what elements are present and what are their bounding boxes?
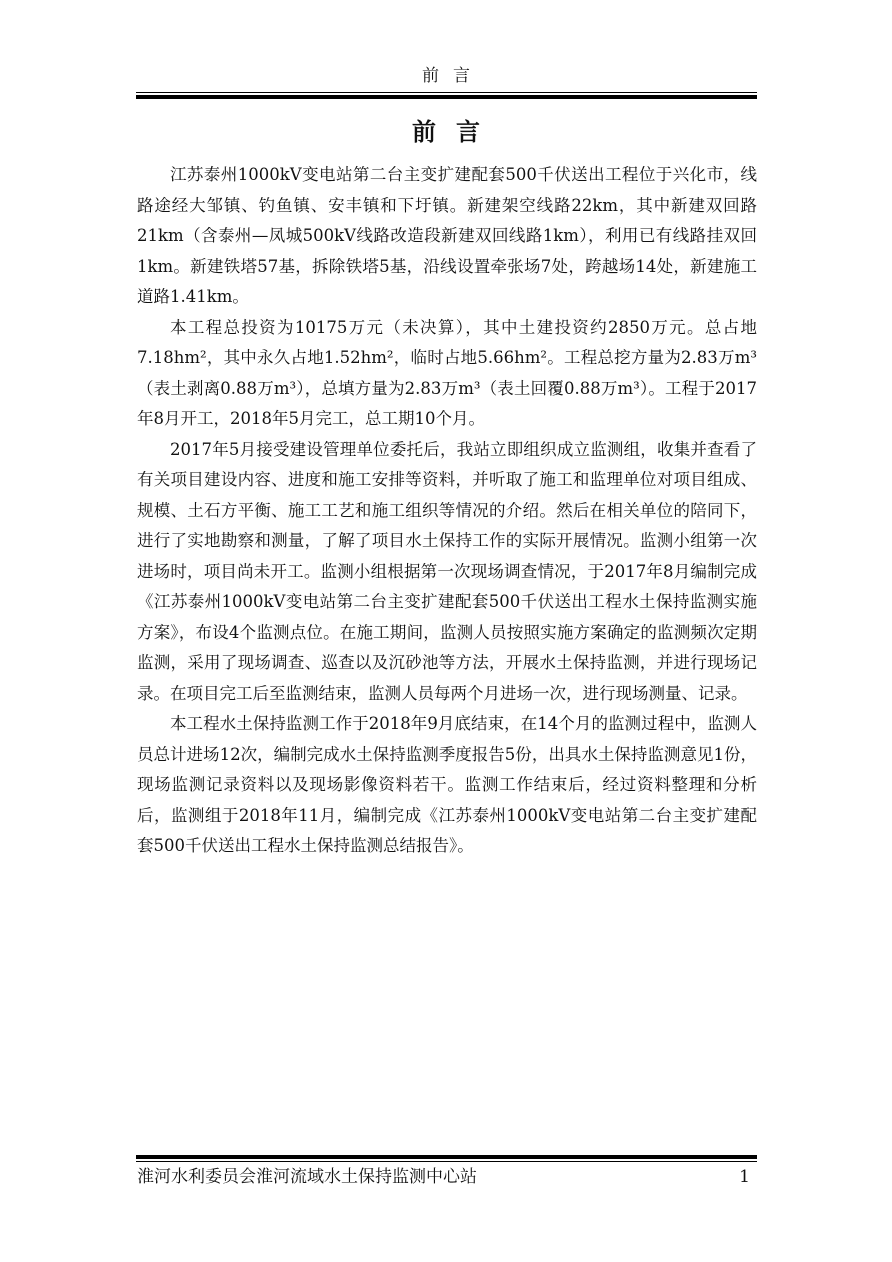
- footer-rule-thin: [136, 1161, 757, 1162]
- document-body: [137, 160, 757, 862]
- footer-rule-thick: [136, 1155, 757, 1159]
- paragraph: 2017年5月接受建设管理单位委托后，我站立即组织成立监测组，收集并查看了有关项目建设内容、进度和施工安排等资料，并听取了施工和监理单位对项目组成、规模、土石方平衡、施工工艺和施工组织等情况的介绍。然后在相关单位的陪同下，进行了实地勘察和测量，了解了项目水土保持工作的实际开展情况。监测小组第一次进场时，项目尚未开工。监测小组根据第一次现场调查情况，于2017年8月编制完成《江苏泰州1000kV变电站第二台主变扩建配套500千伏送出工程水土保持监测实施方案》，布设4个监测点位。在施工期间，监测人员按照实施方案确定的监测频次定期监测，采用了现场调查、巡查以及沉砂池等方法，开展水土保持监测，并进行现场记录。在项目完工后至监测结束，监测人员每两个月进场一次，进行现场测量、记录。: [137, 439, 757, 703]
- header-rule-thick: [136, 95, 757, 99]
- paragraph: 本工程总投资为10175万元（未决算），其中土建投资约2850万元。总占地7.18hm²，其中永久占地1.52hm²，临时占地5.66hm²。工程总挖方量为2.83万m³（表土剥离0.88万m³），总填方量为2.83万m³（表土回覆0.88万m³）。工程于2017年8月开工，2018年5月完工，总工期10个月。: [137, 317, 757, 428]
- header-rule-thin: [136, 92, 757, 93]
- running-header-title: 前言: [422, 66, 484, 86]
- document-title: 前言: [412, 117, 500, 146]
- paragraph: 本工程水土保持监测工作于2018年9月底结束，在14个月的监测过程中，监测人员总计进场12次，编制完成水土保持监测季度报告5份，出具水土保持监测意见1份，现场监测记录资料以及现场影像资料若干。监测工作结束后，经过资料整理和分析后，监测组于2018年11月，编制完成《江苏泰州1000kV变电站第二台主变扩建配套500千伏送出工程水土保持监测总结报告》。: [137, 714, 757, 855]
- page-number: 1: [739, 1167, 750, 1187]
- paragraph: 江苏泰州1000kV变电站第二台主变扩建配套500千伏送出工程位于兴化市，线路途经大邹镇、钓鱼镇、安丰镇和下圩镇。新建架空线路22km，其中新建双回路21km（含泰州—凤城500kV线路改造段新建双回线路1km），利用已有线路挂双回1km。新建铁塔57基，拆除铁塔5基，沿线设置牵张场7处，跨越场14处，新建施工道路1.41km。: [137, 165, 757, 306]
- footer-organization: 淮河水利委员会淮河流域水土保持监测中心站: [137, 1167, 477, 1187]
